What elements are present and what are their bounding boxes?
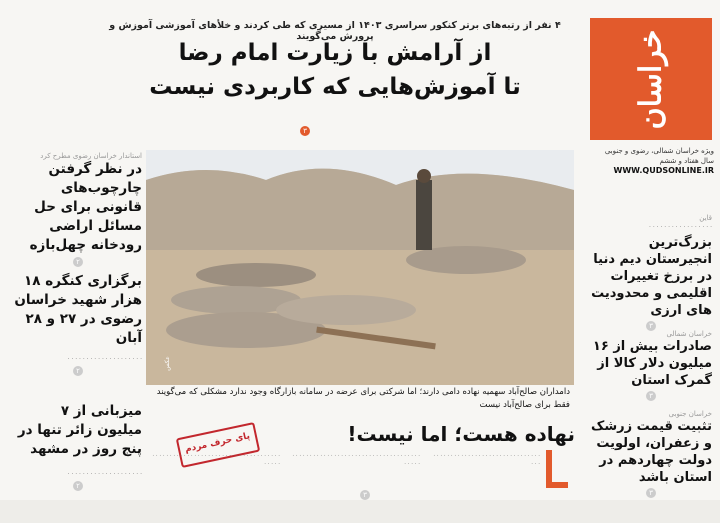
left-story-3[interactable] bbox=[14, 402, 142, 493]
main-story-page: ۳ bbox=[360, 490, 370, 500]
left-story-1-page: ۲ bbox=[73, 257, 83, 267]
masthead-website[interactable]: WWW.QUDSONLINE.IR bbox=[613, 166, 714, 175]
right-story-3[interactable] bbox=[590, 410, 712, 500]
headline-page-number: ۳ bbox=[300, 126, 310, 136]
right-story-1-page: ۳ bbox=[646, 321, 656, 331]
right-story-2-kicker: خراسان شمالی bbox=[666, 330, 712, 338]
masthead-info bbox=[588, 146, 714, 176]
main-story-column-2: · · · · · · · · · · · · · · · · · · · · · · · · · · · · · · · · · · · · · · · · · · bbox=[292, 453, 420, 467]
people-voice-stamp: پای حرف مردم bbox=[176, 422, 260, 468]
page-bottom-strip bbox=[0, 500, 720, 523]
right-story-3-title: تثبیت قیمت زرشک و زعفران، اولویت دولت چهاردهم در استان باشد bbox=[591, 419, 712, 485]
right-story-2[interactable] bbox=[590, 330, 712, 403]
main-headline[interactable] bbox=[90, 36, 580, 104]
right-story-1-kicker: قاین bbox=[699, 214, 712, 222]
left-story-2-title: برگزاری کنگره ۱۸ هزار شهید خراسان رضوی در ۲۷ و ۲۸ آبان bbox=[14, 273, 142, 346]
headline-line-1: از آرامش با زیارت امام رضا bbox=[178, 40, 492, 66]
main-photo-sheep[interactable] bbox=[146, 150, 574, 385]
left-story-3-excerpt: · · · · · · · · · · · · · · · · · · · · bbox=[67, 471, 142, 478]
masthead-info-line: سال هفتاد و ششم bbox=[659, 157, 714, 165]
main-story-lead: دامداران صالح‌آباد سهمیه نهاده دامی دارند؛ اما شرکتی برای عرضه در سامانه بازارگاه وجود ندارد مشکلی که می‌گویند فقط برای صالح‌آباد نیست bbox=[156, 387, 570, 410]
left-story-2-excerpt: · · · · · · · · · · · · · · · · · · · · bbox=[67, 356, 142, 363]
left-story-2-page: ۲ bbox=[73, 366, 83, 376]
main-story-column-1: · · · · · · · · · · · · · · · · · · · · · · · · · · · · · · · · · · · · · · · · · · bbox=[152, 453, 280, 467]
left-story-1[interactable] bbox=[14, 152, 142, 269]
headline-line-2: تا آموزش‌هایی که کاربردی نیست bbox=[149, 74, 521, 100]
photo-credit: عکس bbox=[163, 356, 171, 371]
masthead-logo bbox=[590, 18, 712, 140]
main-story-column-3: · · · · · · · · · · · · · · · · · · · · · · · · · · · · · · · · · · bbox=[433, 453, 540, 467]
orange-corner-mark bbox=[546, 450, 568, 488]
right-story-1-title: بزرگ‌ترین انجیرستان دیم دنیا در برزخ تغییرات اقلیمی و محدودیت های ارزی bbox=[591, 235, 712, 318]
masthead-info-line: ویژه خراسان شمالی، رضوی و جنوبی bbox=[604, 147, 714, 155]
left-story-2[interactable] bbox=[14, 272, 142, 378]
left-story-1-title: در نظر گرفتن چارچوب‌های قانونی برای حل مسائل اراضی رودخانه چهل‌بازه bbox=[29, 161, 142, 253]
right-story-3-page: ۳ bbox=[646, 488, 656, 498]
right-story-2-title: صادرات بیش از ۱۶ میلیون دلار کالا از گمرک استان bbox=[592, 339, 712, 388]
left-story-3-title: میزبانی از ۷ میلیون زائر تنها در پنج روز در مشهد bbox=[17, 403, 142, 457]
right-story-2-page: ۳ bbox=[646, 391, 656, 401]
headline-kicker: ۴ نفر از رتبه‌های برتر کنکور سراسری ۱۴۰۳ از مسیری که طی کردند و خلأهای آموزشی آموزش و پرورش می‌گویند bbox=[109, 20, 561, 42]
logo-text: خراسان bbox=[633, 29, 669, 129]
left-story-3-page: ۲ bbox=[73, 481, 83, 491]
right-story-1[interactable] bbox=[590, 214, 712, 333]
left-story-1-kicker: استاندار خراسان رضوی مطرح کرد bbox=[40, 152, 142, 160]
sheep-photo-illustration bbox=[146, 150, 574, 385]
right-story-1-excerpt: · · · · · · · · · · · · · · · · · bbox=[649, 224, 712, 231]
main-story-title[interactable]: نهاده هست؛ اما نیست! bbox=[347, 422, 575, 446]
right-story-3-kicker: خراسان جنوبی bbox=[668, 410, 712, 418]
